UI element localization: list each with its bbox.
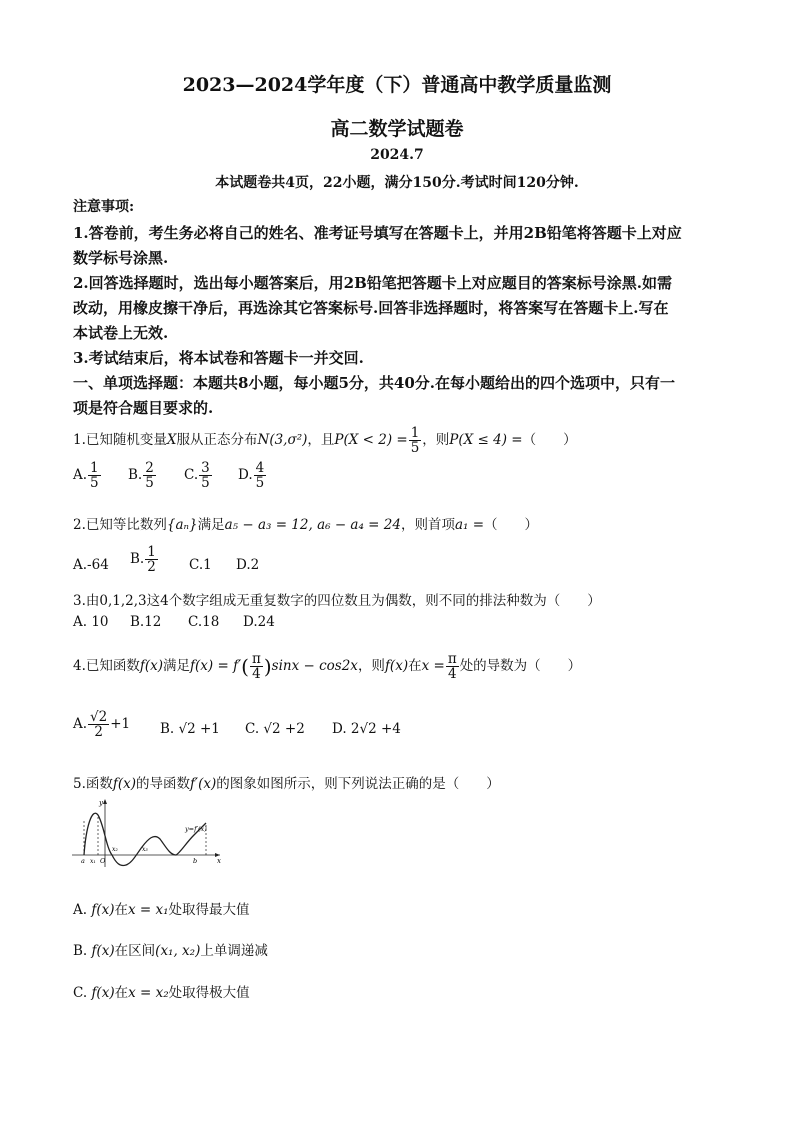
section-1-line-1: 一、单项选择题：本题共8小题，每小题5分，共40分.在每小题给出的四个选项中，只有一 [73, 374, 675, 392]
q4-option-b[interactable]: B. √2 +1 [160, 721, 220, 737]
note-2-line-1: 2.回答选择题时，选出每小题答案后，用2B铅笔把答题卡上对应题目的答案标号涂黑.如需 [73, 274, 673, 292]
q2-option-d[interactable]: D.2 [236, 557, 260, 573]
q1-option-a[interactable]: A. $\frac{1}{5}$ [73, 460, 99, 492]
exam-subtitle: 高二数学试题卷 [330, 118, 464, 140]
note-2-line-3: 本试卷上无效. [73, 324, 169, 342]
fraction: $\frac{1}{5}$ [410, 425, 420, 457]
y-axis-arrow [103, 799, 107, 804]
q2-option-a[interactable]: A.-64 [73, 557, 109, 573]
question-4: 4.已知函数f(x)满足f(x) = f′( $\frac{\pi}{4}$ )sinx − cos2x，则f(x)在x = $\frac{\pi}{4}$ 处的导数为（ ） [73, 651, 582, 683]
q1-option-b[interactable]: B. $\frac{2}{5}$ [128, 460, 154, 492]
q3-option-b[interactable]: B.12 [130, 614, 162, 630]
question-1: 1.已知随机变量X服从正态分布N(3,σ²)，且P(X < 2) = $\frac{1}{5}$ ，则P(X ≤ 4) =（ ） [73, 425, 577, 457]
exam-title: 2023—2024学年度（下）普通高中教学质量监测 [182, 74, 612, 96]
label-origin: O [100, 857, 106, 865]
note-3: 3.考试结束后，将本试卷和答题卡一并交回. [73, 349, 364, 367]
section-1-line-2: 项是符合题目要求的. [73, 399, 214, 417]
label-x3: x₃ [142, 846, 148, 853]
q2-option-c[interactable]: C.1 [189, 557, 212, 573]
q3-option-d[interactable]: D.24 [243, 614, 275, 630]
q4-option-d[interactable]: D. 2√2 +4 [332, 721, 401, 737]
q5-option-c[interactable]: C. f(x)在x = x₂处取得极大值 [73, 985, 250, 1001]
q5-option-a[interactable]: A. f(x)在x = x₁处取得最大值 [73, 902, 250, 918]
q4-option-a[interactable]: A. $\frac{√2}{2}$ +1 [73, 709, 131, 741]
question-3: 3.由0,1,2,3这4个数字组成无重复数字的四位数且为偶数，则不同的排法种数为（ ） [73, 593, 601, 609]
q1-option-d[interactable]: D. $\frac{4}{5}$ [238, 460, 265, 492]
note-1-line-2: 数学标号涂黑. [73, 249, 169, 267]
exam-info: 本试题卷共4页，22小题，满分150分.考试时间120分钟. [215, 175, 579, 191]
q3-option-c[interactable]: C.18 [188, 614, 220, 630]
q1-option-c[interactable]: C. $\frac{3}{5}$ [184, 460, 210, 492]
question-2: 2.已知等比数列{aₙ}满足a₅ − a₃ = 12, a₆ − a₄ = 24，则首项a₁ =（ ） [73, 517, 539, 533]
q3-option-a[interactable]: A. 10 [73, 614, 109, 630]
label-a: a [81, 857, 85, 865]
exam-date: 2024.7 [370, 147, 424, 163]
q5-option-b[interactable]: B. f(x)在区间(x₁, x₂)上单调递减 [73, 943, 268, 959]
label-x2: x₂ [112, 846, 118, 853]
question-5: 5.函数f(x)的导函数f′(x)的图象如图所示，则下列说法正确的是（ ） [73, 776, 500, 792]
y-axis-label: y [99, 799, 103, 807]
x-axis-label: x [217, 857, 221, 865]
q4-option-c[interactable]: C. √2 +2 [245, 721, 305, 737]
q2-option-b[interactable]: B. $\frac{1}{2}$ [130, 544, 156, 576]
note-2-line-2: 改动，用橡皮擦干净后，再选涂其它答案标号.回答非选择题时，将答案写在答题卡上.写在 [73, 299, 669, 317]
derivative-graph [72, 797, 224, 869]
label-b: b [193, 857, 198, 865]
notes-heading: 注意事项: [73, 199, 135, 215]
curve-label: y=f′(x) [185, 825, 207, 833]
note-1-line-1: 1.答卷前，考生务必将自己的姓名、准考证号填写在答题卡上，并用2B铅笔将答题卡上对应 [73, 224, 682, 242]
label-x1: x₁ [90, 858, 96, 865]
